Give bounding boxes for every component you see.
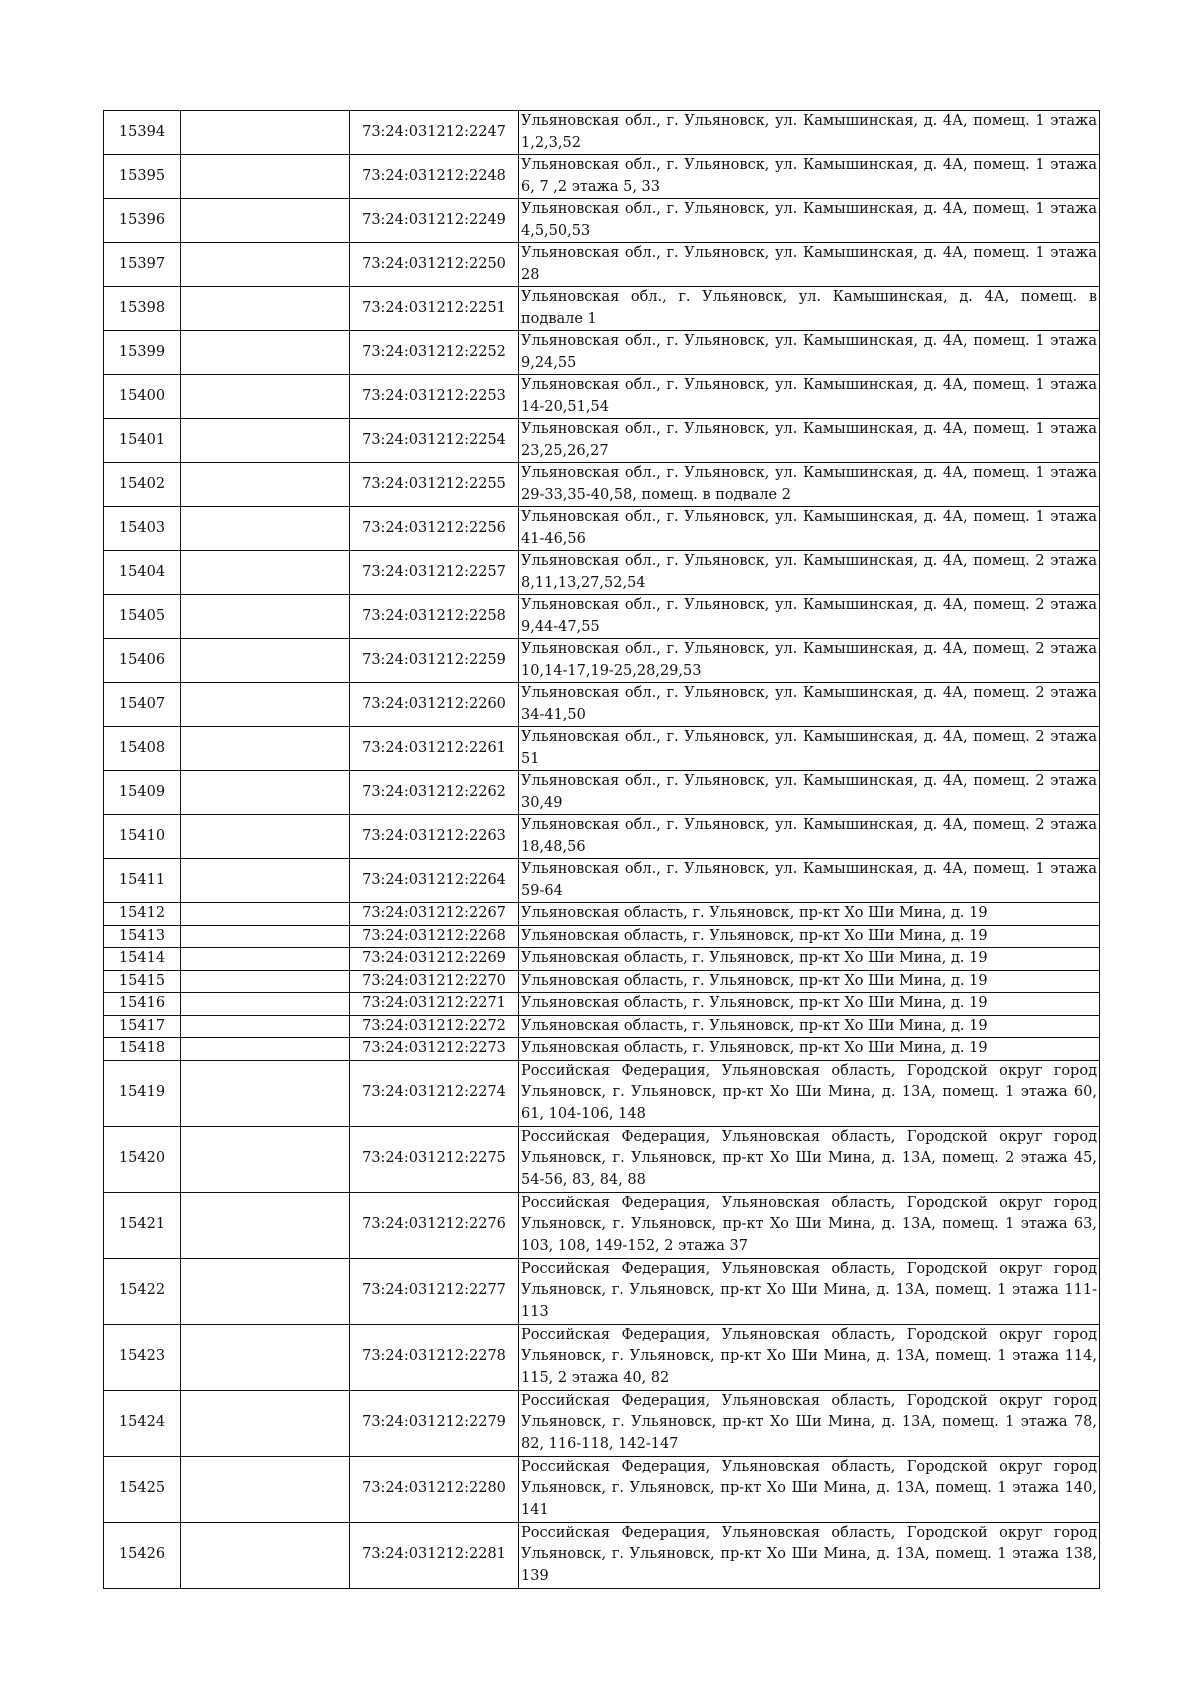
row-number-cell: 15408 <box>104 727 181 771</box>
row-number-cell: 15398 <box>104 287 181 331</box>
row-owner-cell <box>181 683 350 727</box>
cadastral-number-cell: 73:24:031212:2254 <box>350 419 519 463</box>
row-number-cell: 15424 <box>104 1390 181 1456</box>
cadastral-number-cell: 73:24:031212:2271 <box>350 993 519 1016</box>
cadastral-number-cell: 73:24:031212:2253 <box>350 375 519 419</box>
cadastral-number-cell: 73:24:031212:2247 <box>350 111 519 155</box>
cadastral-number-cell: 73:24:031212:2261 <box>350 727 519 771</box>
row-owner-cell <box>181 1258 350 1324</box>
row-number-cell: 15406 <box>104 639 181 683</box>
table-row <box>104 199 1100 243</box>
table-row <box>104 1258 1100 1324</box>
table-row <box>104 1456 1100 1522</box>
address-cell: Ульяновская область, г. Ульяновск, пр-кт Хо Ши Мина, д. 19 <box>519 925 1100 948</box>
row-owner-cell <box>181 993 350 1016</box>
table-row <box>104 243 1100 287</box>
address-cell: Ульяновская обл., г. Ульяновск, ул. Камышинская, д. 4А, помещ. 2 этажа 9,44-47,55 <box>519 595 1100 639</box>
table-row <box>104 1015 1100 1038</box>
table-row <box>104 507 1100 551</box>
address-cell: Ульяновская обл., г. Ульяновск, ул. Камышинская, д. 4А, помещ. 2 этажа 30,49 <box>519 771 1100 815</box>
row-owner-cell <box>181 1390 350 1456</box>
row-owner-cell <box>181 199 350 243</box>
address-cell: Ульяновская обл., г. Ульяновск, ул. Камышинская, д. 4А, помещ. 2 этажа 8,11,13,27,52,54 <box>519 551 1100 595</box>
address-cell: Ульяновская обл., г. Ульяновск, ул. Камышинская, д. 4А, помещ. в подвале 1 <box>519 287 1100 331</box>
address-cell: Ульяновская обл., г. Ульяновск, ул. Камышинская, д. 4А, помещ. 2 этажа 34-41,50 <box>519 683 1100 727</box>
cadastral-number-cell: 73:24:031212:2269 <box>350 948 519 971</box>
table-row <box>104 287 1100 331</box>
address-cell: Российская Федерация, Ульяновская область, Городской округ город Ульяновск, г. Ульяновск, пр-кт Хо Ши Мина, д. 13А, помещ. 1 этажа 111-113 <box>519 1258 1100 1324</box>
row-number-cell: 15419 <box>104 1060 181 1126</box>
row-number-cell: 15413 <box>104 925 181 948</box>
row-number-cell: 15405 <box>104 595 181 639</box>
address-cell: Ульяновская обл., г. Ульяновск, ул. Камышинская, д. 4А, помещ. 1 этажа 9,24,55 <box>519 331 1100 375</box>
table-row <box>104 111 1100 155</box>
cadastral-number-cell: 73:24:031212:2268 <box>350 925 519 948</box>
row-number-cell: 15416 <box>104 993 181 1016</box>
row-number-cell: 15404 <box>104 551 181 595</box>
row-owner-cell <box>181 507 350 551</box>
row-owner-cell <box>181 925 350 948</box>
row-owner-cell <box>181 639 350 683</box>
table-row <box>104 1192 1100 1258</box>
address-cell: Ульяновская область, г. Ульяновск, пр-кт Хо Ши Мина, д. 19 <box>519 970 1100 993</box>
row-owner-cell <box>181 948 350 971</box>
row-owner-cell <box>181 1456 350 1522</box>
address-cell: Ульяновская обл., г. Ульяновск, ул. Камышинская, д. 4А, помещ. 1 этажа 29-33,35-40,58, помещ. в подвале 2 <box>519 463 1100 507</box>
address-cell: Ульяновская область, г. Ульяновск, пр-кт Хо Ши Мина, д. 19 <box>519 1015 1100 1038</box>
cadastral-number-cell: 73:24:031212:2255 <box>350 463 519 507</box>
cadastral-number-cell: 73:24:031212:2274 <box>350 1060 519 1126</box>
address-cell: Ульяновская обл., г. Ульяновск, ул. Камышинская, д. 4А, помещ. 1 этажа 6, 7 ,2 этажа 5, 33 <box>519 155 1100 199</box>
table-row <box>104 771 1100 815</box>
row-owner-cell <box>181 1038 350 1061</box>
cadastral-number-cell: 73:24:031212:2275 <box>350 1126 519 1192</box>
table-row <box>104 331 1100 375</box>
table-row <box>104 1126 1100 1192</box>
address-cell: Ульяновская обл., г. Ульяновск, ул. Камышинская, д. 4А, помещ. 1 этажа 28 <box>519 243 1100 287</box>
address-cell: Ульяновская обл., г. Ульяновск, ул. Камышинская, д. 4А, помещ. 2 этажа 51 <box>519 727 1100 771</box>
row-number-cell: 15395 <box>104 155 181 199</box>
table-row <box>104 815 1100 859</box>
table-row <box>104 419 1100 463</box>
table-row <box>104 1060 1100 1126</box>
cadastral-number-cell: 73:24:031212:2277 <box>350 1258 519 1324</box>
table-row <box>104 859 1100 903</box>
table-row <box>104 639 1100 683</box>
row-number-cell: 15402 <box>104 463 181 507</box>
cadastral-number-cell: 73:24:031212:2273 <box>350 1038 519 1061</box>
table-row <box>104 683 1100 727</box>
table-row <box>104 1390 1100 1456</box>
address-cell: Российская Федерация, Ульяновская область, Городской округ город Ульяновск, г. Ульяновск, пр-кт Хо Ши Мина, д. 13А, помещ. 1 этажа 63, 103, 108, 149-152, 2 этажа 37 <box>519 1192 1100 1258</box>
row-owner-cell <box>181 727 350 771</box>
address-cell: Ульяновская обл., г. Ульяновск, ул. Камышинская, д. 4А, помещ. 2 этажа 10,14-17,19-25,28,29,53 <box>519 639 1100 683</box>
row-owner-cell <box>181 771 350 815</box>
address-cell: Ульяновская область, г. Ульяновск, пр-кт Хо Ши Мина, д. 19 <box>519 903 1100 926</box>
cadastral-number-cell: 73:24:031212:2279 <box>350 1390 519 1456</box>
address-cell: Ульяновская обл., г. Ульяновск, ул. Камышинская, д. 4А, помещ. 1 этажа 23,25,26,27 <box>519 419 1100 463</box>
row-number-cell: 15403 <box>104 507 181 551</box>
row-number-cell: 15414 <box>104 948 181 971</box>
row-owner-cell <box>181 111 350 155</box>
address-cell: Ульяновская обл., г. Ульяновск, ул. Камышинская, д. 4А, помещ. 1 этажа 1,2,3,52 <box>519 111 1100 155</box>
row-number-cell: 15407 <box>104 683 181 727</box>
address-cell: Ульяновская обл., г. Ульяновск, ул. Камышинская, д. 4А, помещ. 1 этажа 41-46,56 <box>519 507 1100 551</box>
row-owner-cell <box>181 1015 350 1038</box>
row-owner-cell <box>181 903 350 926</box>
table-row <box>104 903 1100 926</box>
table-row <box>104 993 1100 1016</box>
row-number-cell: 15426 <box>104 1522 181 1588</box>
row-number-cell: 15417 <box>104 1015 181 1038</box>
row-number-cell: 15412 <box>104 903 181 926</box>
address-cell: Ульяновская обл., г. Ульяновск, ул. Камышинская, д. 4А, помещ. 2 этажа 18,48,56 <box>519 815 1100 859</box>
property-registry-table <box>103 110 1100 1589</box>
row-number-cell: 15420 <box>104 1126 181 1192</box>
row-number-cell: 15401 <box>104 419 181 463</box>
cadastral-number-cell: 73:24:031212:2270 <box>350 970 519 993</box>
row-owner-cell <box>181 287 350 331</box>
cadastral-number-cell: 73:24:031212:2260 <box>350 683 519 727</box>
table-row <box>104 595 1100 639</box>
cadastral-number-cell: 73:24:031212:2263 <box>350 815 519 859</box>
row-number-cell: 15425 <box>104 1456 181 1522</box>
address-cell: Российская Федерация, Ульяновская область, Городской округ город Ульяновск, г. Ульяновск, пр-кт Хо Ши Мина, д. 13А, помещ. 2 этажа 45, 54-56, 83, 84, 88 <box>519 1126 1100 1192</box>
cadastral-number-cell: 73:24:031212:2278 <box>350 1324 519 1390</box>
cadastral-number-cell: 73:24:031212:2251 <box>350 287 519 331</box>
row-owner-cell <box>181 595 350 639</box>
table-row <box>104 1324 1100 1390</box>
row-number-cell: 15418 <box>104 1038 181 1061</box>
address-cell: Ульяновская обл., г. Ульяновск, ул. Камышинская, д. 4А, помещ. 1 этажа 59-64 <box>519 859 1100 903</box>
row-number-cell: 15399 <box>104 331 181 375</box>
address-cell: Российская Федерация, Ульяновская область, Городской округ город Ульяновск, г. Ульяновск, пр-кт Хо Ши Мина, д. 13А, помещ. 1 этажа 114, 115, 2 этажа 40, 82 <box>519 1324 1100 1390</box>
address-cell: Ульяновская обл., г. Ульяновск, ул. Камышинская, д. 4А, помещ. 1 этажа 4,5,50,53 <box>519 199 1100 243</box>
row-owner-cell <box>181 1060 350 1126</box>
row-owner-cell <box>181 551 350 595</box>
row-owner-cell <box>181 419 350 463</box>
address-cell: Российская Федерация, Ульяновская область, Городской округ город Ульяновск, г. Ульяновск, пр-кт Хо Ши Мина, д. 13А, помещ. 1 этажа 138, 139 <box>519 1522 1100 1588</box>
table-row <box>104 970 1100 993</box>
table-row <box>104 155 1100 199</box>
row-number-cell: 15422 <box>104 1258 181 1324</box>
table-row <box>104 463 1100 507</box>
cadastral-number-cell: 73:24:031212:2281 <box>350 1522 519 1588</box>
table-row <box>104 551 1100 595</box>
row-number-cell: 15397 <box>104 243 181 287</box>
row-owner-cell <box>181 815 350 859</box>
address-cell: Российская Федерация, Ульяновская область, Городской округ город Ульяновск, г. Ульяновск, пр-кт Хо Ши Мина, д. 13А, помещ. 1 этажа 78, 82, 116-118, 142-147 <box>519 1390 1100 1456</box>
row-owner-cell <box>181 1324 350 1390</box>
row-number-cell: 15400 <box>104 375 181 419</box>
row-owner-cell <box>181 970 350 993</box>
cadastral-number-cell: 73:24:031212:2257 <box>350 551 519 595</box>
table-row <box>104 1038 1100 1061</box>
row-number-cell: 15415 <box>104 970 181 993</box>
address-cell: Российская Федерация, Ульяновская область, Городской округ город Ульяновск, г. Ульяновск, пр-кт Хо Ши Мина, д. 13А, помещ. 1 этажа 60, 61, 104-106, 148 <box>519 1060 1100 1126</box>
row-number-cell: 15421 <box>104 1192 181 1258</box>
row-number-cell: 15394 <box>104 111 181 155</box>
table-row <box>104 925 1100 948</box>
row-owner-cell <box>181 1192 350 1258</box>
row-owner-cell <box>181 463 350 507</box>
address-cell: Ульяновская область, г. Ульяновск, пр-кт Хо Ши Мина, д. 19 <box>519 993 1100 1016</box>
cadastral-number-cell: 73:24:031212:2264 <box>350 859 519 903</box>
row-number-cell: 15423 <box>104 1324 181 1390</box>
table-row <box>104 1522 1100 1588</box>
row-owner-cell <box>181 1126 350 1192</box>
cadastral-number-cell: 73:24:031212:2252 <box>350 331 519 375</box>
row-owner-cell <box>181 243 350 287</box>
table-row <box>104 375 1100 419</box>
address-cell: Российская Федерация, Ульяновская область, Городской округ город Ульяновск, г. Ульяновск, пр-кт Хо Ши Мина, д. 13А, помещ. 1 этажа 140, 141 <box>519 1456 1100 1522</box>
cadastral-number-cell: 73:24:031212:2262 <box>350 771 519 815</box>
row-number-cell: 15410 <box>104 815 181 859</box>
row-owner-cell <box>181 375 350 419</box>
cadastral-number-cell: 73:24:031212:2280 <box>350 1456 519 1522</box>
cadastral-number-cell: 73:24:031212:2248 <box>350 155 519 199</box>
address-cell: Ульяновская область, г. Ульяновск, пр-кт Хо Ши Мина, д. 19 <box>519 1038 1100 1061</box>
address-cell: Ульяновская обл., г. Ульяновск, ул. Камышинская, д. 4А, помещ. 1 этажа 14-20,51,54 <box>519 375 1100 419</box>
address-cell: Ульяновская область, г. Ульяновск, пр-кт Хо Ши Мина, д. 19 <box>519 948 1100 971</box>
cadastral-number-cell: 73:24:031212:2267 <box>350 903 519 926</box>
table-row <box>104 948 1100 971</box>
table-row <box>104 727 1100 771</box>
row-owner-cell <box>181 155 350 199</box>
row-number-cell: 15411 <box>104 859 181 903</box>
row-number-cell: 15396 <box>104 199 181 243</box>
row-owner-cell <box>181 331 350 375</box>
cadastral-number-cell: 73:24:031212:2276 <box>350 1192 519 1258</box>
row-owner-cell <box>181 859 350 903</box>
row-owner-cell <box>181 1522 350 1588</box>
cadastral-number-cell: 73:24:031212:2258 <box>350 595 519 639</box>
row-number-cell: 15409 <box>104 771 181 815</box>
cadastral-number-cell: 73:24:031212:2249 <box>350 199 519 243</box>
cadastral-number-cell: 73:24:031212:2250 <box>350 243 519 287</box>
cadastral-number-cell: 73:24:031212:2272 <box>350 1015 519 1038</box>
registry-body <box>104 111 1100 1589</box>
cadastral-number-cell: 73:24:031212:2256 <box>350 507 519 551</box>
cadastral-number-cell: 73:24:031212:2259 <box>350 639 519 683</box>
